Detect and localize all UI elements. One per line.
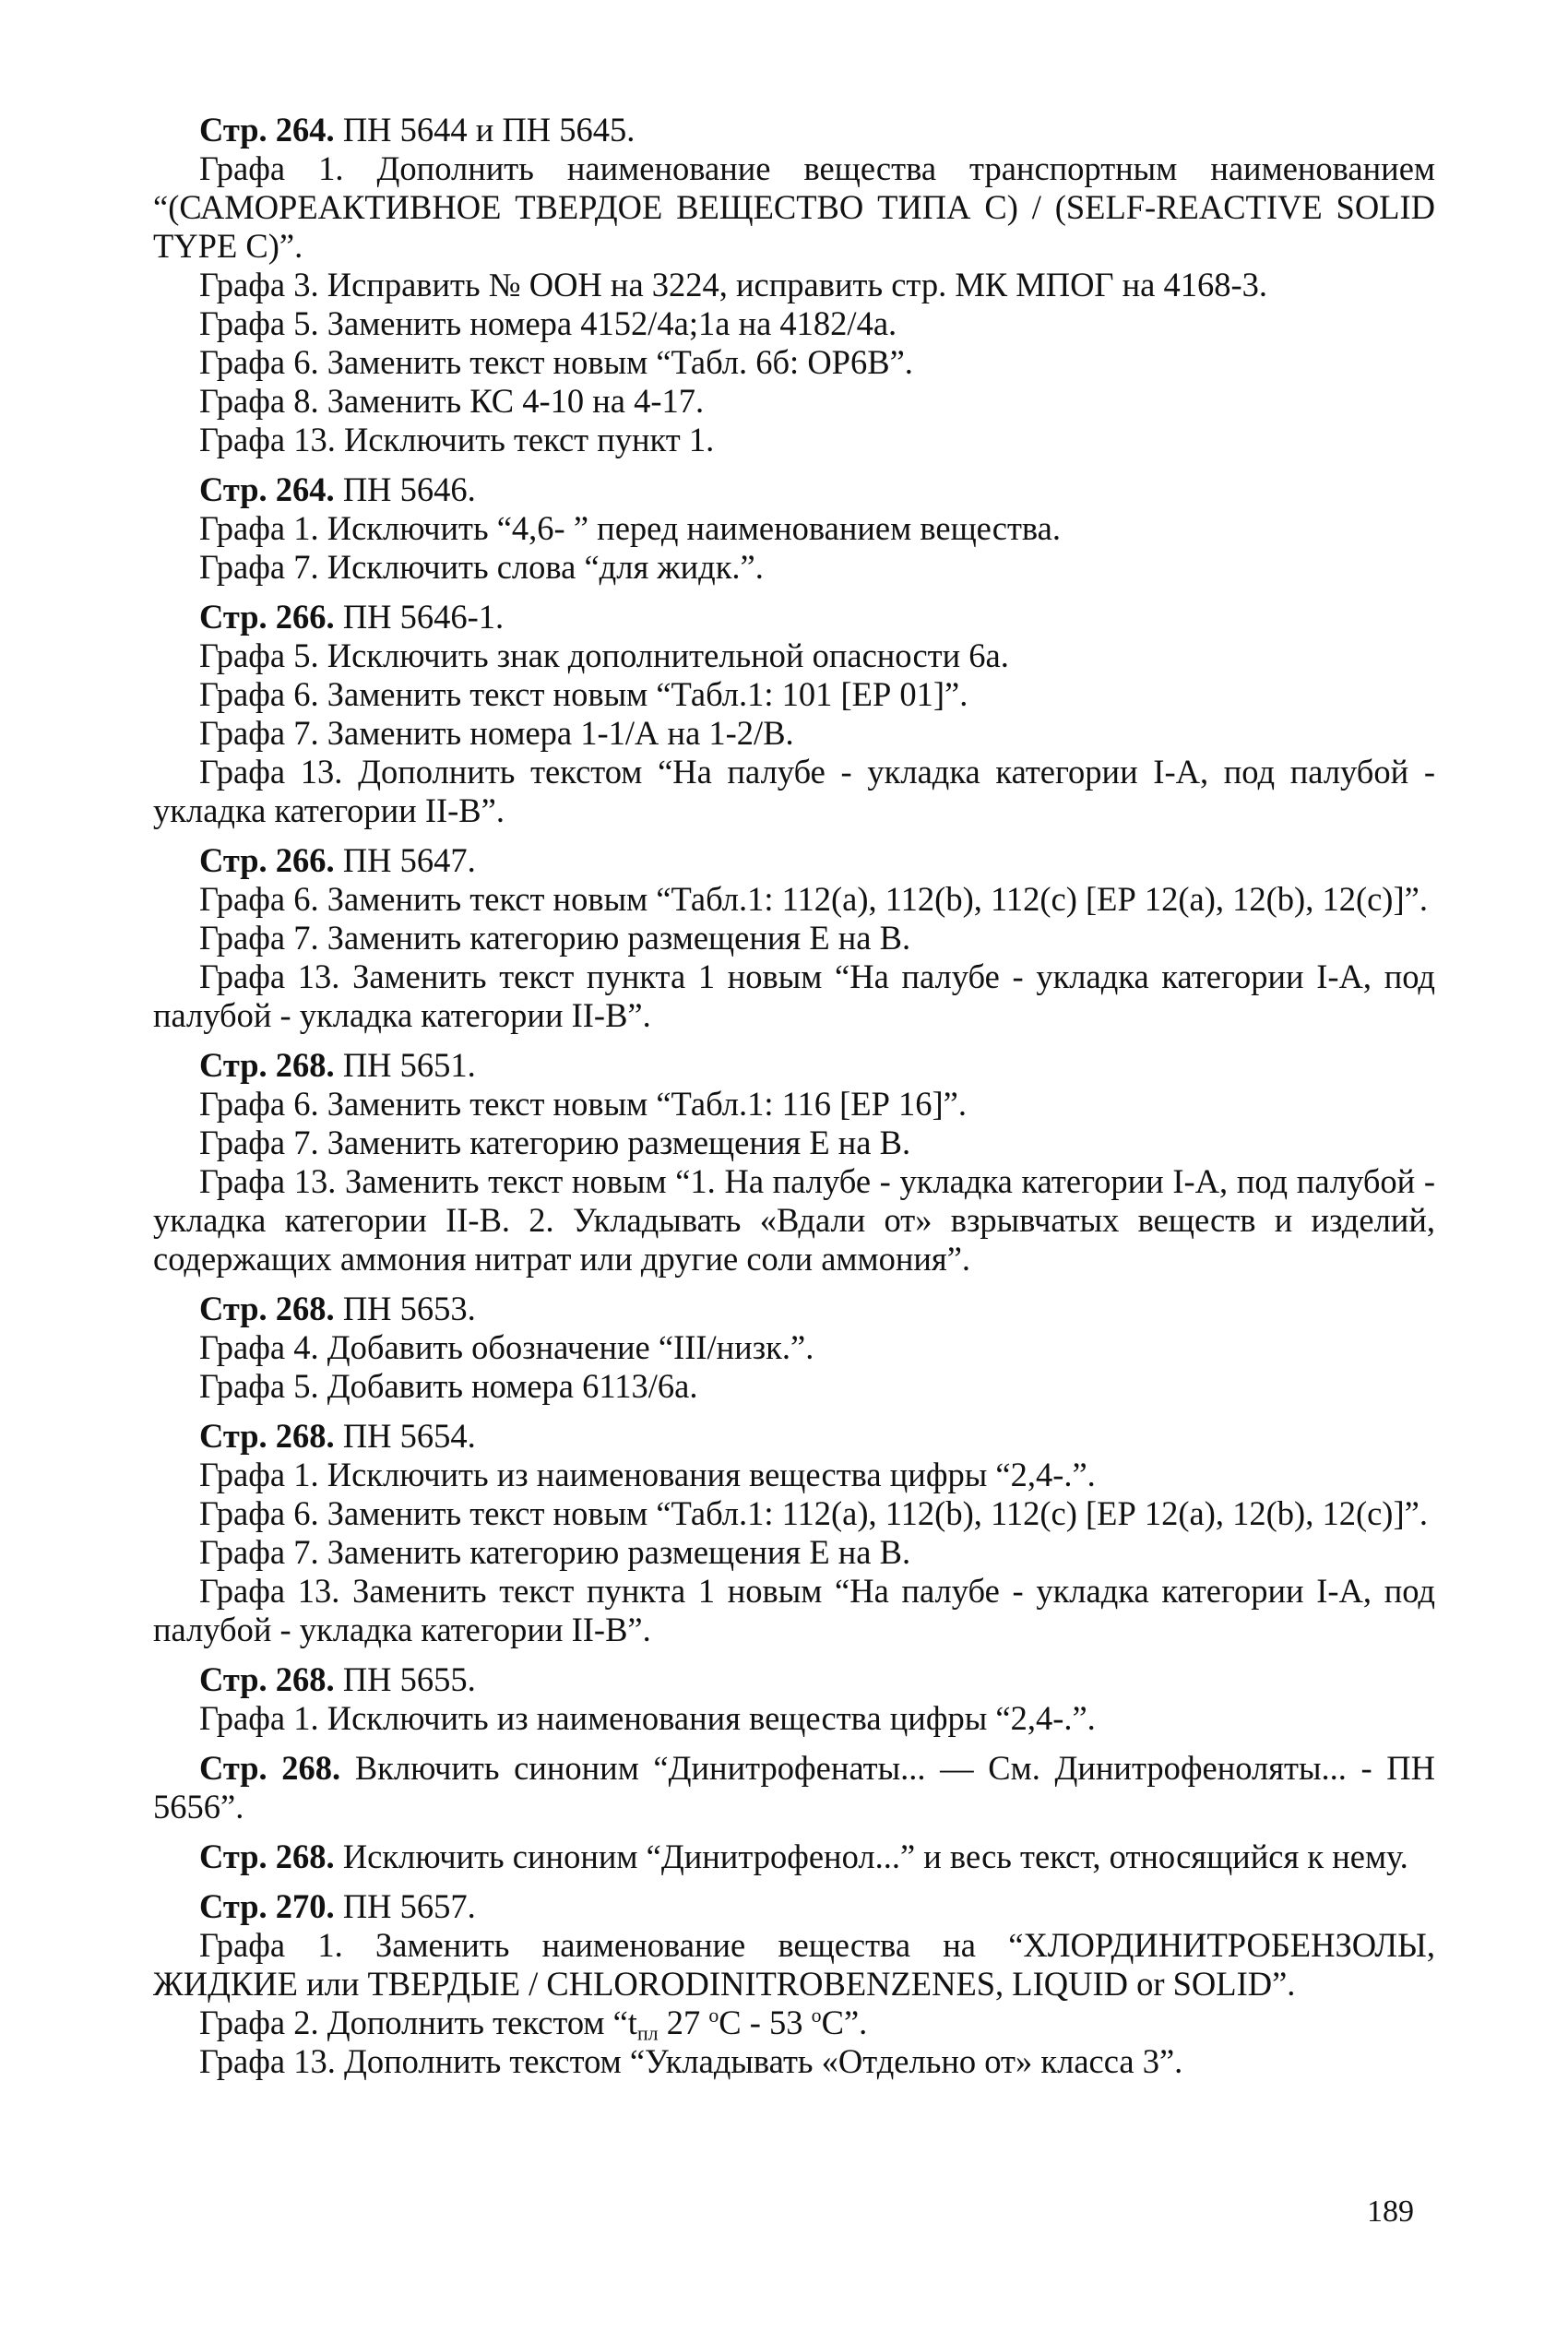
- text-line: Графа 8. Заменить КС 4-10 на 4-17.: [199, 382, 705, 420]
- temp-mid-2: С - 53: [719, 2004, 812, 2041]
- section-heading: [153, 1046, 1435, 1085]
- text-line: Графа 7. Заменить категорию размещения Е на В.: [199, 919, 911, 957]
- text-line: Графа 3. Исправить № ООН на 3224, исправить стр. МК МПОГ на 4168-3.: [199, 266, 1268, 303]
- text-line: Графа 6. Заменить текст новым “Табл.1: 112(a), 112(b), 112(c) [ЕР 12(а), 12(b), 12(c)]”.: [199, 1494, 1428, 1532]
- page-reference: Стр. 268.: [199, 1417, 335, 1455]
- text-line: Графа 13. Дополнить текстом “Укладывать «Отдельно от» класса 3”.: [199, 2042, 1183, 2080]
- section-heading: [153, 111, 1435, 149]
- page-number: 189: [1367, 2194, 1414, 2229]
- section-heading: [153, 598, 1435, 636]
- text-line-temperature: [153, 2003, 1435, 2045]
- temp-mid-1: 27: [658, 2004, 709, 2041]
- section-heading: [153, 1417, 1435, 1456]
- text-line: Графа 5. Добавить номера 6113/6а.: [199, 1367, 698, 1405]
- section-268-5653: [153, 1290, 1435, 1406]
- section-heading: [153, 1660, 1435, 1699]
- text-line: Графа 7. Заменить категорию размещения Е на В.: [199, 1533, 911, 1571]
- section-title: ПН 5646.: [342, 470, 476, 508]
- degree-symbol-2: о: [811, 2003, 822, 2027]
- section-heading: [153, 1749, 1435, 1826]
- section-heading: [153, 1887, 1435, 1926]
- section-heading: [153, 841, 1435, 880]
- text-line: Графа 13. Дополнить текстом “На палубе - укладка категории I-А, под палубой - укладка категории II-В”.: [153, 753, 1435, 829]
- page-reference: Стр. 266.: [199, 841, 335, 879]
- text-line: Графа 5. Исключить знак дополнительной опасности 6а.: [199, 636, 1009, 674]
- text-line: Графа 7. Заменить категорию размещения Е на В.: [199, 1124, 911, 1161]
- section-title: Исключить синоним “Динитрофенол...” и весь текст, относящийся к нему.: [342, 1837, 1408, 1875]
- section-title: ПН 5653.: [342, 1290, 476, 1327]
- document-body: [153, 111, 1435, 2092]
- degree-symbol-1: о: [708, 2003, 719, 2027]
- section-268-synonym-include: [153, 1749, 1435, 1826]
- section-heading: [153, 1837, 1435, 1876]
- section-title: Включить синоним “Динитрофенаты... — См. Динитрофеноляты... - ПН 5656”.: [153, 1749, 1436, 1826]
- page-reference: Стр. 270.: [199, 1887, 335, 1925]
- temp-prefix: Графа 2. Дополнить текстом “t: [199, 2004, 637, 2041]
- text-line: Графа 13. Заменить текст пункта 1 новым “На палубе - укладка категории I-А, под палубой - укладка категории II-В”.: [153, 1572, 1435, 1648]
- text-line: Графа 1. Исключить из наименования вещества цифры “2,4-.”.: [199, 1699, 1096, 1737]
- section-title: ПН 5657.: [342, 1887, 476, 1925]
- text-line: Графа 1. Исключить “4,6- ” перед наименованием вещества.: [199, 509, 1062, 547]
- section-264-5644: [153, 111, 1435, 459]
- text-line: Графа 5. Заменить номера 4152/4а;1а на 4182/4а.: [199, 304, 897, 342]
- text-line: Графа 1. Исключить из наименования вещества цифры “2,4-.”.: [199, 1456, 1096, 1493]
- text-line: Графа 6. Заменить текст новым “Табл.1: 112(a), 112(b), 112(c) [ЕР 12(а), 12(b), 12(c)]”.: [199, 880, 1428, 918]
- section-268-5654: [153, 1417, 1435, 1649]
- section-title: ПН 5655.: [342, 1660, 476, 1698]
- section-270-5657: [153, 1887, 1435, 2081]
- section-268-5655: [153, 1660, 1435, 1738]
- section-264-5646: [153, 470, 1435, 587]
- temp-subscript: пл: [636, 2021, 659, 2045]
- page-reference: Стр. 268.: [199, 1837, 335, 1875]
- page-reference: Стр. 268.: [199, 1749, 341, 1787]
- text-line: Графа 7. Исключить слова “для жидк.”.: [199, 548, 764, 586]
- text-line: Графа 1. Дополнить наименование вещества транспортным наименованием “(САМОРЕАКТИВНОЕ ТВЕРДОЕ ВЕЩЕСТВО ТИПА С) / (SELF-REACTIVE SOLID TYPE C)”.: [153, 149, 1435, 265]
- section-268-5651: [153, 1046, 1435, 1278]
- page-reference: Стр. 268.: [199, 1660, 335, 1698]
- page-reference: Стр. 268.: [199, 1290, 335, 1327]
- temp-suffix: С”.: [821, 2004, 868, 2041]
- section-title: ПН 5651.: [342, 1046, 476, 1084]
- text-line: Графа 13. Заменить текст новым “1. На палубе - укладка категории I-А, под палубой - укладка категории II-В. 2. Укладывать «Вдали от» взрывчатых веществ и изделий, содержащих аммония нитрат или другие соли аммония”.: [153, 1162, 1435, 1278]
- text-line: Графа 6. Заменить текст новым “Табл.1: 116 [ЕР 16]”.: [199, 1085, 967, 1123]
- text-line: Графа 13. Исключить текст пункт 1.: [199, 421, 715, 458]
- text-line: Графа 7. Заменить номера 1-1/А на 1-2/В.: [199, 714, 794, 752]
- section-title: ПН 5646-1.: [342, 598, 505, 636]
- section-266-5647: [153, 841, 1435, 1035]
- section-heading: [153, 1290, 1435, 1328]
- section-title: ПН 5644 и ПН 5645.: [342, 111, 636, 149]
- page-reference: Стр. 264.: [199, 470, 335, 508]
- page-reference: Стр. 266.: [199, 598, 335, 636]
- section-268-synonym-exclude: [153, 1837, 1435, 1876]
- text-line: Графа 6. Заменить текст новым “Табл. 6б: ОР6В”.: [199, 343, 913, 381]
- page-reference: Стр. 264.: [199, 111, 335, 149]
- section-title: ПН 5647.: [342, 841, 476, 879]
- text-line: Графа 6. Заменить текст новым “Табл.1: 101 [ЕР 01]”.: [199, 675, 968, 713]
- text-line: Графа 4. Добавить обозначение “III/низк.”.: [199, 1328, 814, 1366]
- section-heading: [153, 470, 1435, 509]
- section-266-5646-1: [153, 598, 1435, 830]
- page-reference: Стр. 268.: [199, 1046, 335, 1084]
- text-line: Графа 1. Заменить наименование вещества на “ХЛОРДИНИТРОБЕНЗОЛЫ, ЖИДКИЕ или ТВЕРДЫЕ / CHLORODINITROBENZENES, LIQUID or SOLID”.: [153, 1926, 1435, 2003]
- section-title: ПН 5654.: [342, 1417, 476, 1455]
- text-line: Графа 13. Заменить текст пункта 1 новым “На палубе - укладка категории I-А, под палубой - укладка категории II-В”.: [153, 957, 1435, 1034]
